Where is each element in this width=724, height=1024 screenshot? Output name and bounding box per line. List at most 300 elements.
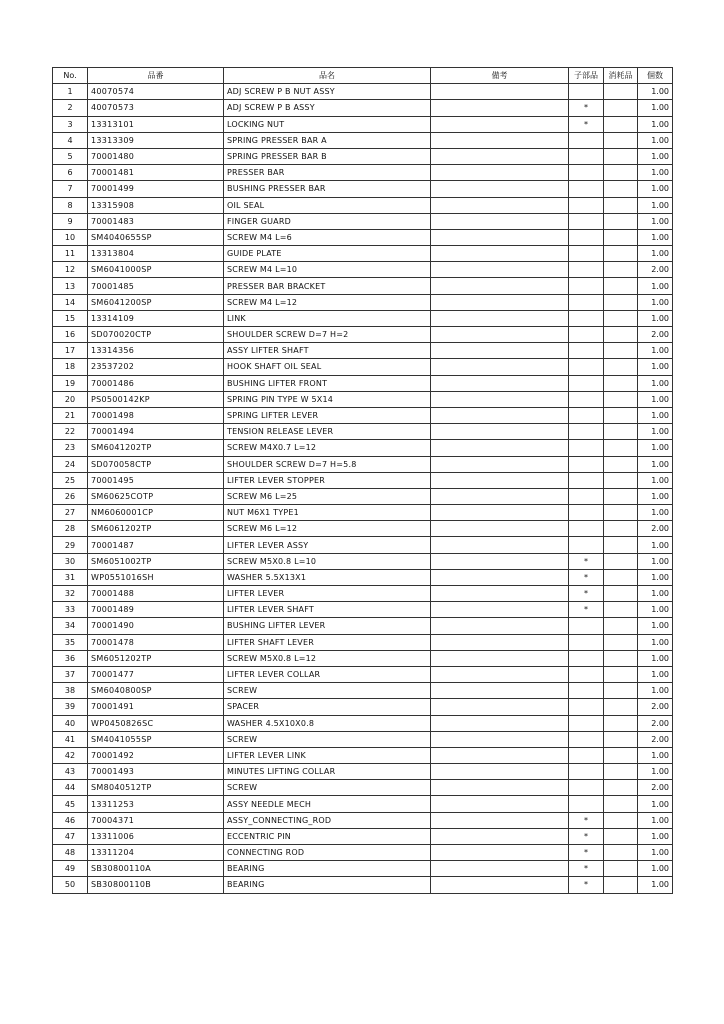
remarks-cell [431, 666, 569, 682]
quantity-cell: 1.00 [638, 294, 673, 310]
part-name-cell: FINGER GUARD [224, 213, 431, 229]
part-name-cell: LINK [224, 310, 431, 326]
row-number: 2 [53, 100, 88, 116]
quantity-cell: 1.00 [638, 569, 673, 585]
sub-part-mark-cell [569, 780, 604, 796]
remarks-cell [431, 796, 569, 812]
row-number: 1 [53, 84, 88, 100]
sub-part-mark-cell [569, 343, 604, 359]
part-name-cell: LIFTER LEVER COLLAR [224, 666, 431, 682]
table-row [53, 100, 673, 116]
part-number-cell: 13313101 [88, 116, 224, 132]
table-row [53, 764, 673, 780]
consumable-mark-cell [604, 132, 638, 148]
consumable-mark-cell [604, 796, 638, 812]
row-number: 28 [53, 521, 88, 537]
row-number: 24 [53, 456, 88, 472]
part-number-cell: 70001494 [88, 424, 224, 440]
part-name-cell: LIFTER SHAFT LEVER [224, 634, 431, 650]
remarks-cell [431, 731, 569, 747]
header-consumable: 消耗品 [604, 68, 638, 84]
remarks-cell [431, 197, 569, 213]
sub-part-mark-cell [569, 181, 604, 197]
consumable-mark-cell [604, 472, 638, 488]
part-name-cell: NUT M6X1 TYPE1 [224, 505, 431, 521]
remarks-cell [431, 699, 569, 715]
row-number: 21 [53, 407, 88, 423]
sub-part-mark-cell [569, 278, 604, 294]
row-number: 34 [53, 618, 88, 634]
part-number-cell: 70001488 [88, 586, 224, 602]
part-number-cell: SB30800110A [88, 861, 224, 877]
part-number-cell: 70001481 [88, 165, 224, 181]
quantity-cell: 1.00 [638, 650, 673, 666]
table-row [53, 229, 673, 245]
table-row [53, 262, 673, 278]
sub-part-mark-cell [569, 310, 604, 326]
consumable-mark-cell [604, 407, 638, 423]
consumable-mark-cell [604, 586, 638, 602]
consumable-mark-cell [604, 521, 638, 537]
part-name-cell: SPRING PIN TYPE W 5X14 [224, 391, 431, 407]
sub-part-mark-cell: * [569, 812, 604, 828]
part-number-cell: 70001480 [88, 148, 224, 164]
table-row [53, 343, 673, 359]
remarks-cell [431, 861, 569, 877]
part-number-cell: 70001483 [88, 213, 224, 229]
part-number-cell: SM6040800SP [88, 683, 224, 699]
row-number: 44 [53, 780, 88, 796]
part-number-cell: SM4041055SP [88, 731, 224, 747]
sub-part-mark-cell [569, 764, 604, 780]
consumable-mark-cell [604, 618, 638, 634]
remarks-cell [431, 375, 569, 391]
sub-part-mark-cell: * [569, 877, 604, 893]
part-number-cell: 13311204 [88, 845, 224, 861]
consumable-mark-cell [604, 715, 638, 731]
part-number-cell: 13311253 [88, 796, 224, 812]
header-quantity: 個数 [638, 68, 673, 84]
quantity-cell: 2.00 [638, 715, 673, 731]
remarks-cell [431, 148, 569, 164]
table-row [53, 618, 673, 634]
quantity-cell: 1.00 [638, 100, 673, 116]
part-number-cell: PS0500142KP [88, 391, 224, 407]
consumable-mark-cell [604, 165, 638, 181]
row-number: 6 [53, 165, 88, 181]
remarks-cell [431, 488, 569, 504]
quantity-cell: 1.00 [638, 586, 673, 602]
consumable-mark-cell [604, 246, 638, 262]
quantity-cell: 1.00 [638, 407, 673, 423]
table-header-row [53, 68, 673, 84]
remarks-cell [431, 505, 569, 521]
part-number-cell: SM4040655SP [88, 229, 224, 245]
table-row [53, 780, 673, 796]
part-number-cell: 23537202 [88, 359, 224, 375]
remarks-cell [431, 569, 569, 585]
part-name-cell: BUSHING LIFTER FRONT [224, 375, 431, 391]
part-number-cell: 70001499 [88, 181, 224, 197]
remarks-cell [431, 132, 569, 148]
table-row [53, 650, 673, 666]
part-number-cell: SD070058CTP [88, 456, 224, 472]
part-name-cell: LIFTER LEVER LINK [224, 747, 431, 763]
remarks-cell [431, 359, 569, 375]
parts-list-sheet [52, 67, 672, 894]
table-row [53, 213, 673, 229]
quantity-cell: 1.00 [638, 229, 673, 245]
part-name-cell: WASHER 4.5X10X0.8 [224, 715, 431, 731]
row-number: 20 [53, 391, 88, 407]
remarks-cell [431, 812, 569, 828]
quantity-cell: 1.00 [638, 391, 673, 407]
table-row [53, 197, 673, 213]
part-name-cell: BUSHING PRESSER BAR [224, 181, 431, 197]
consumable-mark-cell [604, 553, 638, 569]
quantity-cell: 1.00 [638, 343, 673, 359]
quantity-cell: 1.00 [638, 440, 673, 456]
part-number-cell: 70001493 [88, 764, 224, 780]
part-name-cell: SCREW M6 L=25 [224, 488, 431, 504]
part-name-cell: LIFTER LEVER [224, 586, 431, 602]
quantity-cell: 1.00 [638, 505, 673, 521]
part-number-cell: 70001487 [88, 537, 224, 553]
quantity-cell: 2.00 [638, 327, 673, 343]
quantity-cell: 1.00 [638, 148, 673, 164]
part-number-cell: WP0450826SC [88, 715, 224, 731]
remarks-cell [431, 456, 569, 472]
remarks-cell [431, 828, 569, 844]
part-number-cell: 70001491 [88, 699, 224, 715]
quantity-cell: 1.00 [638, 666, 673, 682]
part-name-cell: OIL SEAL [224, 197, 431, 213]
row-number: 18 [53, 359, 88, 375]
part-name-cell: PRESSER BAR [224, 165, 431, 181]
part-number-cell: 40070574 [88, 84, 224, 100]
part-number-cell: 70001478 [88, 634, 224, 650]
table-row [53, 586, 673, 602]
part-name-cell: ASSY NEEDLE MECH [224, 796, 431, 812]
quantity-cell: 1.00 [638, 488, 673, 504]
row-number: 31 [53, 569, 88, 585]
consumable-mark-cell [604, 602, 638, 618]
sub-part-mark-cell [569, 213, 604, 229]
row-number: 8 [53, 197, 88, 213]
remarks-cell [431, 618, 569, 634]
quantity-cell: 1.00 [638, 618, 673, 634]
sub-part-mark-cell [569, 747, 604, 763]
part-name-cell: CONNECTING ROD [224, 845, 431, 861]
row-number: 49 [53, 861, 88, 877]
quantity-cell: 1.00 [638, 472, 673, 488]
quantity-cell: 1.00 [638, 213, 673, 229]
table-row [53, 327, 673, 343]
table-row [53, 747, 673, 763]
part-name-cell: BUSHING LIFTER LEVER [224, 618, 431, 634]
sub-part-mark-cell: * [569, 828, 604, 844]
row-number: 40 [53, 715, 88, 731]
sub-part-mark-cell [569, 472, 604, 488]
remarks-cell [431, 764, 569, 780]
table-row [53, 116, 673, 132]
table-row [53, 84, 673, 100]
table-row [53, 715, 673, 731]
table-row [53, 683, 673, 699]
quantity-cell: 1.00 [638, 246, 673, 262]
part-name-cell: SPRING PRESSER BAR A [224, 132, 431, 148]
part-name-cell: LIFTER LEVER ASSY [224, 537, 431, 553]
quantity-cell: 2.00 [638, 262, 673, 278]
consumable-mark-cell [604, 699, 638, 715]
quantity-cell: 1.00 [638, 456, 673, 472]
table-row [53, 165, 673, 181]
remarks-cell [431, 537, 569, 553]
sub-part-mark-cell [569, 505, 604, 521]
row-number: 22 [53, 424, 88, 440]
row-number: 43 [53, 764, 88, 780]
consumable-mark-cell [604, 229, 638, 245]
quantity-cell: 1.00 [638, 845, 673, 861]
sub-part-mark-cell [569, 683, 604, 699]
quantity-cell: 1.00 [638, 812, 673, 828]
part-name-cell: SCREW M4X0.7 L=12 [224, 440, 431, 456]
part-number-cell: 70001477 [88, 666, 224, 682]
sub-part-mark-cell [569, 666, 604, 682]
sub-part-mark-cell [569, 148, 604, 164]
remarks-cell [431, 586, 569, 602]
part-number-cell: 13311006 [88, 828, 224, 844]
part-name-cell: SCREW M4 L=10 [224, 262, 431, 278]
table-row [53, 391, 673, 407]
remarks-cell [431, 877, 569, 893]
part-name-cell: ASSY LIFTER SHAFT [224, 343, 431, 359]
consumable-mark-cell [604, 294, 638, 310]
part-name-cell: SPACER [224, 699, 431, 715]
quantity-cell: 1.00 [638, 553, 673, 569]
remarks-cell [431, 440, 569, 456]
consumable-mark-cell [604, 666, 638, 682]
part-name-cell: SCREW M6 L=12 [224, 521, 431, 537]
remarks-cell [431, 391, 569, 407]
remarks-cell [431, 278, 569, 294]
part-number-cell: NM6060001CP [88, 505, 224, 521]
sub-part-mark-cell: * [569, 586, 604, 602]
quantity-cell: 1.00 [638, 602, 673, 618]
sub-part-mark-cell [569, 294, 604, 310]
remarks-cell [431, 165, 569, 181]
remarks-cell [431, 650, 569, 666]
table-row [53, 407, 673, 423]
sub-part-mark-cell [569, 618, 604, 634]
remarks-cell [431, 602, 569, 618]
table-row [53, 731, 673, 747]
sub-part-mark-cell [569, 456, 604, 472]
sub-part-mark-cell [569, 699, 604, 715]
row-number: 26 [53, 488, 88, 504]
consumable-mark-cell [604, 327, 638, 343]
consumable-mark-cell [604, 278, 638, 294]
part-number-cell: 70001495 [88, 472, 224, 488]
quantity-cell: 1.00 [638, 877, 673, 893]
part-number-cell: SM6051002TP [88, 553, 224, 569]
table-row [53, 666, 673, 682]
remarks-cell [431, 100, 569, 116]
sub-part-mark-cell [569, 229, 604, 245]
part-name-cell: HOOK SHAFT OIL SEAL [224, 359, 431, 375]
sub-part-mark-cell [569, 407, 604, 423]
part-number-cell: 13313309 [88, 132, 224, 148]
part-name-cell: MINUTES LIFTING COLLAR [224, 764, 431, 780]
remarks-cell [431, 294, 569, 310]
table-row [53, 375, 673, 391]
consumable-mark-cell [604, 828, 638, 844]
quantity-cell: 1.00 [638, 683, 673, 699]
part-number-cell: 13313804 [88, 246, 224, 262]
table-row [53, 569, 673, 585]
part-name-cell: SHOULDER SCREW D=7 H=5.8 [224, 456, 431, 472]
sub-part-mark-cell [569, 650, 604, 666]
sub-part-mark-cell [569, 634, 604, 650]
part-number-cell: 70001486 [88, 375, 224, 391]
consumable-mark-cell [604, 262, 638, 278]
row-number: 19 [53, 375, 88, 391]
remarks-cell [431, 845, 569, 861]
part-name-cell: SCREW M5X0.8 L=12 [224, 650, 431, 666]
quantity-cell: 1.00 [638, 375, 673, 391]
remarks-cell [431, 181, 569, 197]
consumable-mark-cell [604, 537, 638, 553]
remarks-cell [431, 310, 569, 326]
remarks-cell [431, 472, 569, 488]
part-name-cell: LIFTER LEVER SHAFT [224, 602, 431, 618]
table-row [53, 246, 673, 262]
part-name-cell: SPRING PRESSER BAR B [224, 148, 431, 164]
sub-part-mark-cell [569, 440, 604, 456]
row-number: 35 [53, 634, 88, 650]
consumable-mark-cell [604, 845, 638, 861]
quantity-cell: 1.00 [638, 165, 673, 181]
table-row [53, 424, 673, 440]
sub-part-mark-cell: * [569, 100, 604, 116]
consumable-mark-cell [604, 747, 638, 763]
consumable-mark-cell [604, 812, 638, 828]
consumable-mark-cell [604, 310, 638, 326]
part-name-cell: SPRING LIFTER LEVER [224, 407, 431, 423]
quantity-cell: 1.00 [638, 861, 673, 877]
part-number-cell: SM6061202TP [88, 521, 224, 537]
remarks-cell [431, 262, 569, 278]
part-number-cell: WP0551016SH [88, 569, 224, 585]
consumable-mark-cell [604, 359, 638, 375]
row-number: 13 [53, 278, 88, 294]
header-sub-part: 子部品 [569, 68, 604, 84]
table-row [53, 602, 673, 618]
remarks-cell [431, 407, 569, 423]
part-number-cell: SD070020CTP [88, 327, 224, 343]
header-remarks: 備考 [431, 68, 569, 84]
quantity-cell: 1.00 [638, 747, 673, 763]
table-row [53, 148, 673, 164]
part-name-cell: ADJ SCREW P B NUT ASSY [224, 84, 431, 100]
row-number: 16 [53, 327, 88, 343]
row-number: 47 [53, 828, 88, 844]
part-name-cell: ECCENTRIC PIN [224, 828, 431, 844]
sub-part-mark-cell [569, 327, 604, 343]
sub-part-mark-cell [569, 132, 604, 148]
quantity-cell: 1.00 [638, 537, 673, 553]
row-number: 32 [53, 586, 88, 602]
remarks-cell [431, 116, 569, 132]
row-number: 27 [53, 505, 88, 521]
table-row [53, 310, 673, 326]
sub-part-mark-cell: * [569, 569, 604, 585]
header-no: No. [53, 68, 88, 84]
row-number: 5 [53, 148, 88, 164]
row-number: 45 [53, 796, 88, 812]
quantity-cell: 2.00 [638, 699, 673, 715]
row-number: 10 [53, 229, 88, 245]
row-number: 41 [53, 731, 88, 747]
remarks-cell [431, 213, 569, 229]
consumable-mark-cell [604, 569, 638, 585]
part-number-cell: SM6041000SP [88, 262, 224, 278]
consumable-mark-cell [604, 148, 638, 164]
quantity-cell: 1.00 [638, 796, 673, 812]
table-row [53, 488, 673, 504]
part-number-cell: SM6041202TP [88, 440, 224, 456]
remarks-cell [431, 84, 569, 100]
row-number: 48 [53, 845, 88, 861]
consumable-mark-cell [604, 213, 638, 229]
part-number-cell: 70001489 [88, 602, 224, 618]
row-number: 14 [53, 294, 88, 310]
sub-part-mark-cell [569, 424, 604, 440]
quantity-cell: 1.00 [638, 424, 673, 440]
part-name-cell: SCREW M4 L=6 [224, 229, 431, 245]
row-number: 37 [53, 666, 88, 682]
part-number-cell: 13314109 [88, 310, 224, 326]
quantity-cell: 2.00 [638, 731, 673, 747]
table-row [53, 181, 673, 197]
remarks-cell [431, 327, 569, 343]
table-row [53, 294, 673, 310]
quantity-cell: 1.00 [638, 310, 673, 326]
quantity-cell: 1.00 [638, 116, 673, 132]
part-name-cell: TENSION RELEASE LEVER [224, 424, 431, 440]
quantity-cell: 2.00 [638, 780, 673, 796]
sub-part-mark-cell [569, 359, 604, 375]
row-number: 11 [53, 246, 88, 262]
sub-part-mark-cell [569, 197, 604, 213]
table-row [53, 132, 673, 148]
consumable-mark-cell [604, 391, 638, 407]
row-number: 29 [53, 537, 88, 553]
consumable-mark-cell [604, 764, 638, 780]
table-row [53, 861, 673, 877]
consumable-mark-cell [604, 84, 638, 100]
consumable-mark-cell [604, 780, 638, 796]
table-row [53, 877, 673, 893]
table-row [53, 634, 673, 650]
sub-part-mark-cell [569, 375, 604, 391]
part-number-cell: 70001490 [88, 618, 224, 634]
part-name-cell: ASSY_CONNECTING_ROD [224, 812, 431, 828]
row-number: 46 [53, 812, 88, 828]
part-number-cell: 13314356 [88, 343, 224, 359]
quantity-cell: 1.00 [638, 132, 673, 148]
sub-part-mark-cell: * [569, 861, 604, 877]
